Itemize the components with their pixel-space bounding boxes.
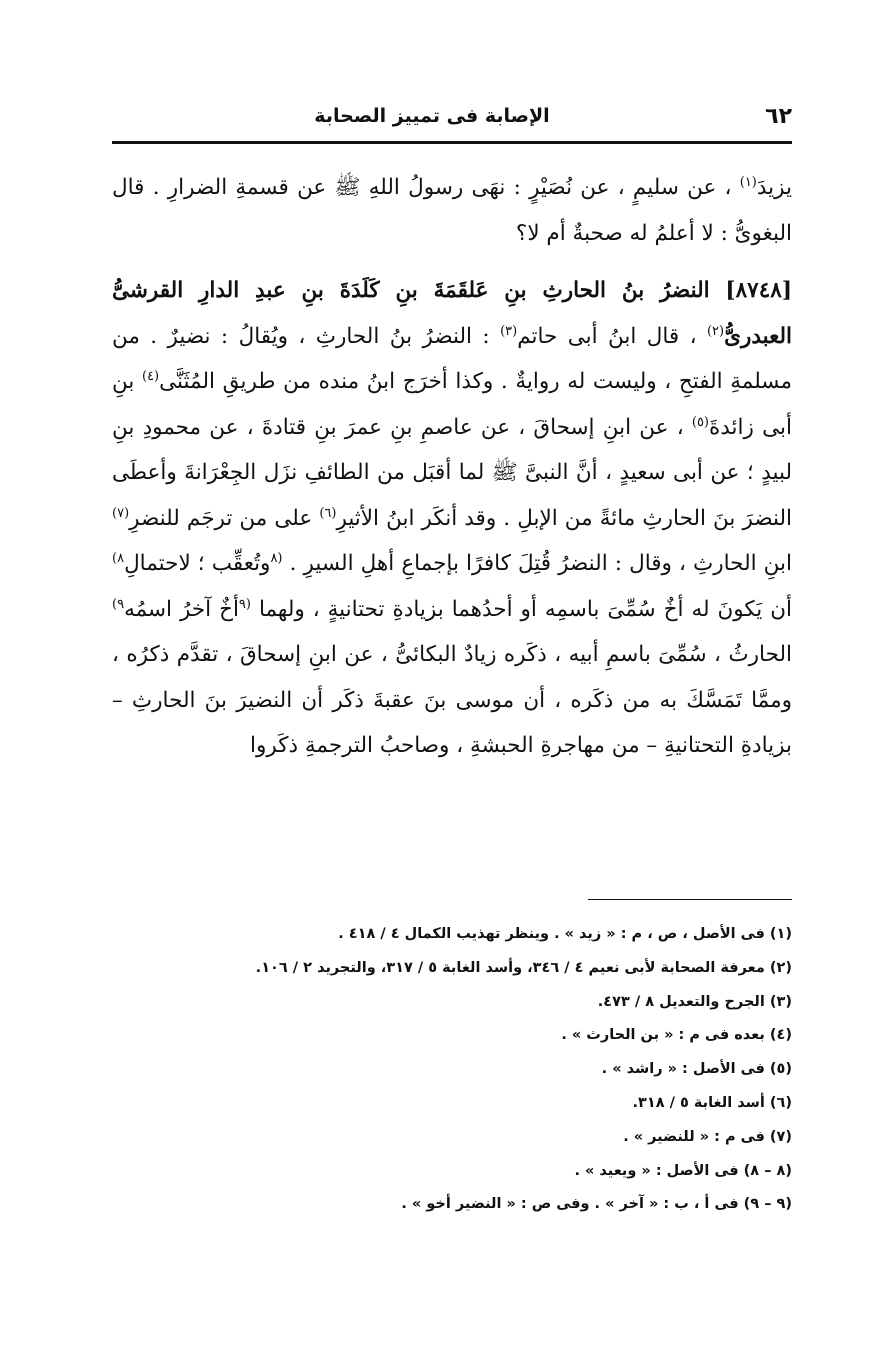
entry-paragraph bbox=[112, 268, 792, 769]
footnote-ref: ٨) bbox=[112, 550, 125, 566]
footnote-2: (٢) معرفة الصحابة لأبى نعيم ٤ / ٣٤٦، وأسد الغابة ٥ / ٣١٧، والتجريد ٢ / ١٠٦. bbox=[255, 959, 792, 976]
text-segment: وتُعقِّب ؛ لاحتمالِ bbox=[124, 551, 271, 576]
text-segment: : النضرُ بنُ الحارثِ ، ويُقالُ : نضيرٌ . من مسلمةِ الفتحِ ، وليست له روايةٌ . وكذا أخرَج ابنُ منده من طريقِ المُثَنَّى bbox=[112, 323, 793, 394]
footnote-ref: (٧) bbox=[112, 505, 130, 521]
text-segment: ، عن سليمٍ ، عن نُصَيْرٍ : نهَى رسولُ اللهِ ﷺ عن قسمةِ الضرارِ . قال البغوىُّ : لا أعلمُ له صحبةٌ أم لا؟ bbox=[112, 175, 792, 246]
footnote-9: (٩ – ٩) فى أ ، ب : « آخر » . وفى ص : « النضير أخو » . bbox=[401, 1196, 792, 1213]
text-segment: الحارثُ ، سُمِّىَ باسمِ أبيه ، ذكَره زيادٌ البكائىُّ ، عن ابنِ إسحاقَ ، تقدَّم ذكرُه ، وممَّا تَمَسَّكَ به من ذكَره ، أن موسى بنَ عقبةَ ذكَر أن النضيرَ بنَ الحارثِ – بزيادةِ التحتانيةِ – من مهاجرةِ الحبشةِ ، وصاحبُ الترجمةِ ذكَروا bbox=[112, 642, 792, 758]
footnote-ref: (٦) bbox=[319, 505, 337, 521]
footnote-ref: (٢) bbox=[706, 323, 725, 339]
footnote-ref: (٩ bbox=[238, 596, 251, 612]
page-number: ٦٢ bbox=[765, 103, 792, 129]
main-text bbox=[112, 165, 792, 769]
entry-title: [٨٧٤٨] النضرُ بنُ الحارثِ بنِ عَلقَمَةَ بنِ كَلَدَةَ بنِ عبدِ الدارِ القرشىُّ العبدرىُّ bbox=[112, 278, 792, 349]
text-segment: يزيدَ bbox=[756, 175, 792, 200]
text-segment: على من ترجَم للنضرِ bbox=[129, 505, 320, 531]
footnote-ref: (١) bbox=[739, 174, 757, 190]
footnote-ref: (٤) bbox=[141, 368, 160, 384]
footnote-5: (٥) فى الأصل : « راشد » . bbox=[601, 1061, 792, 1078]
footnote-ref: ٩) bbox=[112, 596, 125, 612]
text-segment: ، قال ابنُ أبى حاتم bbox=[517, 323, 707, 349]
text-segment: أن يَكونَ له أخٌ سُمِّىَ باسمِه أو أحدُهما بزيادةِ تحتانيةٍ ، ولهما bbox=[250, 596, 792, 622]
footnote-8: (٨ – ٨) فى الأصل : « ويعيد » . bbox=[574, 1162, 792, 1179]
footnote-6: (٦) أسد الغابة ٥ / ٣١٨. bbox=[632, 1094, 792, 1111]
footnote-ref: (٣) bbox=[500, 323, 518, 339]
footnote-3: (٣) الجرح والتعديل ٨ / ٤٧٣. bbox=[597, 993, 792, 1010]
footnote-ref: (٨ bbox=[270, 550, 283, 566]
footnote-rule bbox=[588, 899, 792, 900]
text-segment: أخٌ آخرُ اسمُه bbox=[124, 596, 239, 622]
running-title: الإصابة فى تمييز الصحابة bbox=[314, 105, 550, 127]
footnotes bbox=[112, 918, 792, 1222]
text-segment: ، عن ابنِ إسحاقَ ، عن عاصمِ بنِ عمرَ بنِ قتادةَ ، عن محمودِ بنِ لبيدٍ ؛ عن أبى سعيدٍ ، أنَّ النبىَّ ﷺ لما أقبَل من الطائفِ نزَل الجِعْرَانةَ وأعطَى النضرَ بنَ الحارثِ مائةً من الإبلِ . وقد أنكَر ابنُ الأثيرِ bbox=[112, 414, 792, 531]
footnote-ref: (٥) bbox=[691, 414, 709, 430]
paragraph-continuation bbox=[112, 165, 792, 256]
footnote-7: (٧) فى م : « للنضير » . bbox=[623, 1128, 792, 1145]
footnote-1: (١) فى الأصل ، ص ، م : « زيد » . وينظر تهذيب الكمال ٤ / ٤١٨ . bbox=[338, 926, 792, 942]
header-rule bbox=[112, 141, 792, 144]
page-header bbox=[112, 96, 792, 136]
footnote-4: (٤) بعده فى م : « بن الحارث » . bbox=[561, 1027, 792, 1044]
text-segment: بنِ أبى زائدةَ bbox=[112, 369, 792, 440]
text-segment: ابنِ الحارثِ ، وقال : النضرُ قُتِلَ كافرًا بإجماعِ أهلِ السيرِ . bbox=[282, 551, 792, 576]
